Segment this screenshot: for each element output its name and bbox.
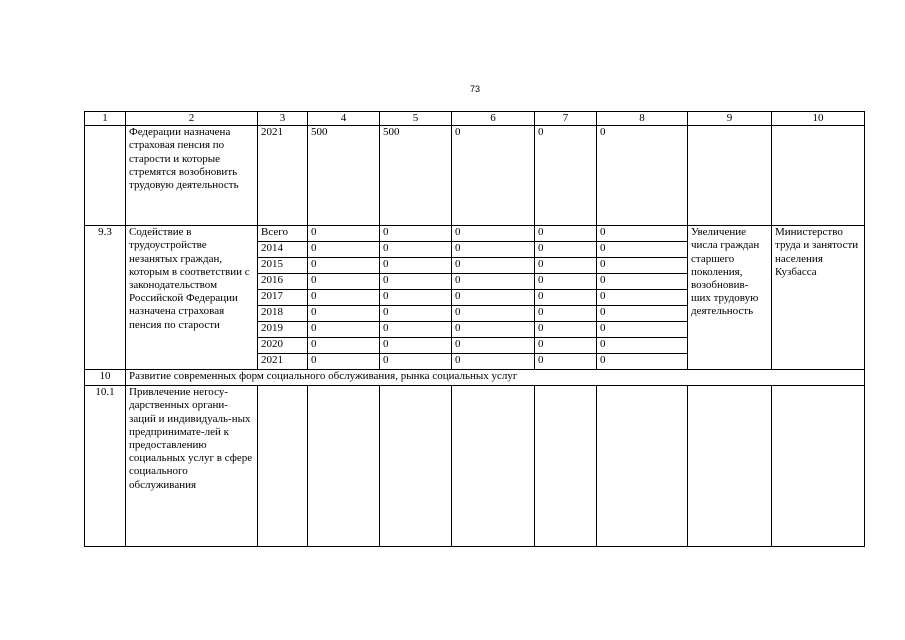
col-header: 10 (772, 112, 865, 126)
value-cell: 0 (597, 306, 688, 322)
table-row (85, 126, 865, 226)
value-cell: 500 (308, 126, 380, 226)
value-cell: 0 (452, 242, 535, 258)
value-cell: 0 (452, 354, 535, 370)
value-cell: 0 (452, 338, 535, 354)
program-table (84, 111, 865, 547)
row-year: 2014 (258, 242, 308, 258)
col-header: 6 (452, 112, 535, 126)
value-cell: 0 (535, 290, 597, 306)
executor-cell: Министерство труда и занятости населения Кузбасса (772, 226, 865, 370)
value-cell (535, 386, 597, 547)
value-cell (380, 386, 452, 547)
value-cell: 0 (308, 242, 380, 258)
row-number: 9.3 (85, 226, 126, 370)
executor-cell (772, 126, 865, 226)
value-cell: 0 (308, 274, 380, 290)
value-cell: 0 (380, 338, 452, 354)
value-cell: 0 (452, 290, 535, 306)
value-cell: 500 (380, 126, 452, 226)
value-cell (308, 386, 380, 547)
value-cell: 0 (597, 242, 688, 258)
row-year: 2017 (258, 290, 308, 306)
value-cell: 0 (380, 306, 452, 322)
value-cell: 0 (380, 258, 452, 274)
value-cell: 0 (535, 258, 597, 274)
value-cell: 0 (308, 258, 380, 274)
column-header-row (85, 112, 865, 126)
value-cell: 0 (597, 290, 688, 306)
value-cell: 0 (308, 226, 380, 242)
value-cell: 0 (308, 306, 380, 322)
value-cell: 0 (380, 322, 452, 338)
value-cell: 0 (535, 306, 597, 322)
value-cell: 0 (535, 354, 597, 370)
row-description: Содействие в трудоустройстве незанятых граждан, которым в соответствии с законодательством Российской Федерации назначена страховая пенсия по старости (126, 226, 258, 370)
value-cell (597, 386, 688, 547)
row-year: 2015 (258, 258, 308, 274)
row-year: 2021 (258, 126, 308, 226)
row-year: 2016 (258, 274, 308, 290)
row-number: 10 (85, 370, 126, 386)
value-cell (452, 386, 535, 547)
value-cell: 0 (380, 226, 452, 242)
row-year: 2020 (258, 338, 308, 354)
row-description: Привлечение негосу-дарственных органи-заций и индивидуаль-ных предпринимате-лей к предоставлению социальных услуг в сфере социального обслуживания (126, 386, 258, 547)
col-header: 5 (380, 112, 452, 126)
value-cell: 0 (597, 338, 688, 354)
value-cell: 0 (452, 226, 535, 242)
value-cell: 0 (452, 274, 535, 290)
value-cell: 0 (597, 354, 688, 370)
result-cell (688, 126, 772, 226)
row-number (85, 126, 126, 226)
table-row (85, 386, 865, 547)
value-cell: 0 (535, 274, 597, 290)
value-cell: 0 (308, 322, 380, 338)
value-cell: 0 (308, 290, 380, 306)
result-cell (688, 386, 772, 547)
row-year: 2018 (258, 306, 308, 322)
value-cell: 0 (535, 322, 597, 338)
value-cell: 0 (597, 258, 688, 274)
row-number: 10.1 (85, 386, 126, 547)
value-cell: 0 (535, 126, 597, 226)
value-cell: 0 (380, 274, 452, 290)
value-cell: 0 (535, 226, 597, 242)
value-cell: 0 (597, 126, 688, 226)
value-cell: 0 (308, 338, 380, 354)
row-year: 2019 (258, 322, 308, 338)
value-cell: 0 (380, 242, 452, 258)
section-title: Развитие современных форм социального обслуживания, рынка социальных услуг (126, 370, 865, 386)
value-cell: 0 (308, 354, 380, 370)
executor-cell (772, 386, 865, 547)
col-header: 8 (597, 112, 688, 126)
col-header: 9 (688, 112, 772, 126)
col-header: 2 (126, 112, 258, 126)
row-year: Всего (258, 226, 308, 242)
value-cell: 0 (380, 290, 452, 306)
value-cell: 0 (380, 354, 452, 370)
value-cell: 0 (452, 322, 535, 338)
row-year (258, 386, 308, 547)
page-number: 73 (469, 84, 480, 94)
row-description: Федерации назначена страховая пенсия по старости и которые стремятся возобновить трудовую деятельность (126, 126, 258, 226)
col-header: 4 (308, 112, 380, 126)
result-cell: Увеличение числа граждан старшего поколения, возобновив-ших трудовую деятельность (688, 226, 772, 370)
value-cell: 0 (452, 306, 535, 322)
value-cell: 0 (535, 242, 597, 258)
value-cell: 0 (452, 258, 535, 274)
col-header: 3 (258, 112, 308, 126)
section-row (85, 370, 865, 386)
value-cell: 0 (597, 322, 688, 338)
value-cell: 0 (535, 338, 597, 354)
col-header: 7 (535, 112, 597, 126)
col-header: 1 (85, 112, 126, 126)
value-cell: 0 (452, 126, 535, 226)
value-cell: 0 (597, 226, 688, 242)
row-year: 2021 (258, 354, 308, 370)
value-cell: 0 (597, 274, 688, 290)
table-row (85, 226, 865, 242)
